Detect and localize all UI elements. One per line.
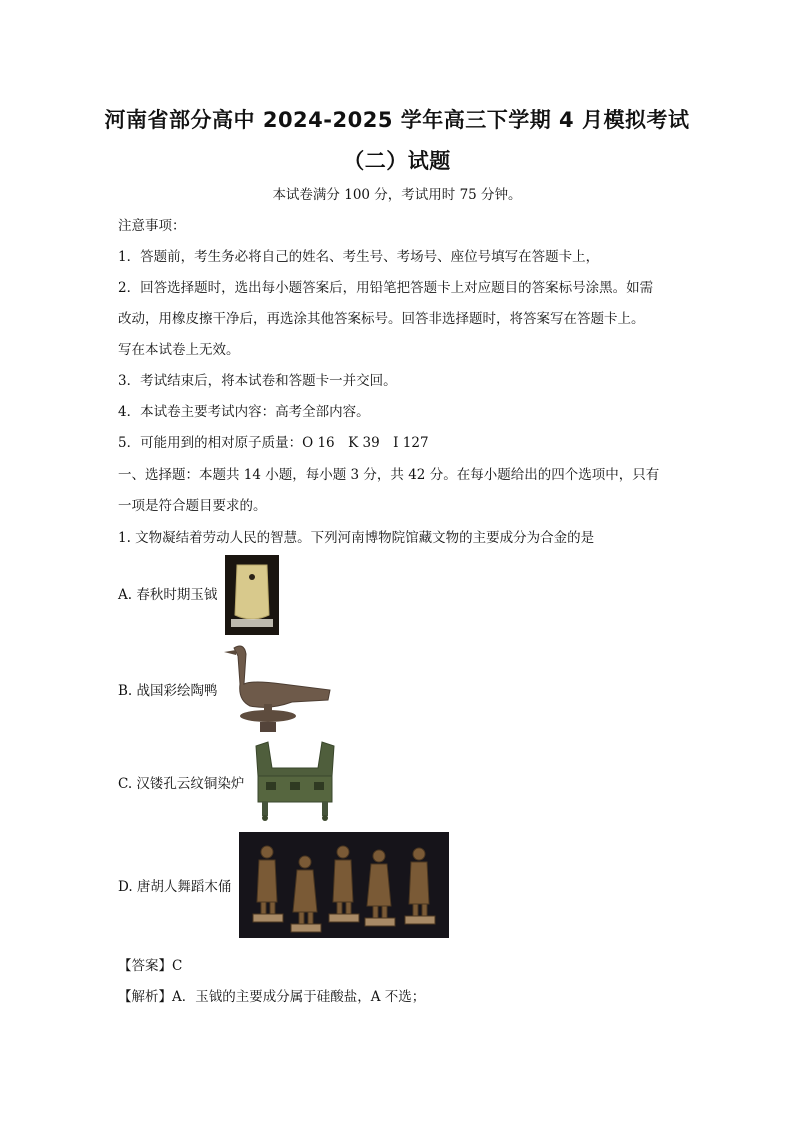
notice-line: 2．回答选择题时，选出每小题答案后，用铅笔把答题卡上对应题目的答案标号涂黑。如需 xyxy=(118,280,654,296)
exam-title-line1: 河南省部分高中 2024-2025 学年高三下学期 4 月模拟考试 xyxy=(104,108,690,132)
option-d-label: D. 唐胡人舞蹈木俑 xyxy=(118,879,232,895)
pottery-duck-image xyxy=(222,640,334,735)
wooden-figurines-image xyxy=(239,832,449,938)
exam-subtitle: 本试卷满分 100 分，考试用时 75 分钟。 xyxy=(272,187,522,203)
answer-line: 【答案】C xyxy=(118,958,183,974)
notice-heading: 注意事项： xyxy=(118,218,186,234)
notice-line: 写在本试卷上无效。 xyxy=(118,342,240,358)
jade-axe-image xyxy=(225,555,279,635)
exam-title-line2: （二）试题 xyxy=(343,149,451,173)
notice-line: 5．可能用到的相对原子质量：O 16 K 39 I 127 xyxy=(118,435,429,451)
section-instruction: 一项是符合题目要求的。 xyxy=(118,498,267,514)
option-a-label: A. 春秋时期玉钺 xyxy=(118,587,218,603)
notice-line: 1．答题前，考生务必将自己的姓名、考生号、考场号、座位号填写在答题卡上， xyxy=(118,249,600,265)
notice-line: 3．考试结束后，将本试卷和答题卡一并交回。 xyxy=(118,373,397,389)
notice-line: 改动，用橡皮擦干净后，再选涂其他答案标号。回答非选择题时，将答案写在答题卡上。 xyxy=(118,311,645,327)
section-instruction: 一、选择题：本题共 14 小题，每小题 3 分，共 42 分。在每小题给出的四个选项中，只有 xyxy=(118,467,660,483)
notice-line: 4．本试卷主要考试内容：高考全部内容。 xyxy=(118,404,370,420)
option-c-label: C. 汉镂孔云纹铜染炉 xyxy=(118,776,245,792)
bronze-burner-image xyxy=(252,740,338,822)
option-b-label: B. 战国彩绘陶鸭 xyxy=(118,683,218,699)
question-1-stem: 1. 文物凝结着劳动人民的智慧。下列河南博物院馆藏文物的主要成分为合金的是 xyxy=(118,530,595,546)
analysis-line: 【解析】A．玉钺的主要成分属于硅酸盐，A 不选； xyxy=(118,989,426,1005)
